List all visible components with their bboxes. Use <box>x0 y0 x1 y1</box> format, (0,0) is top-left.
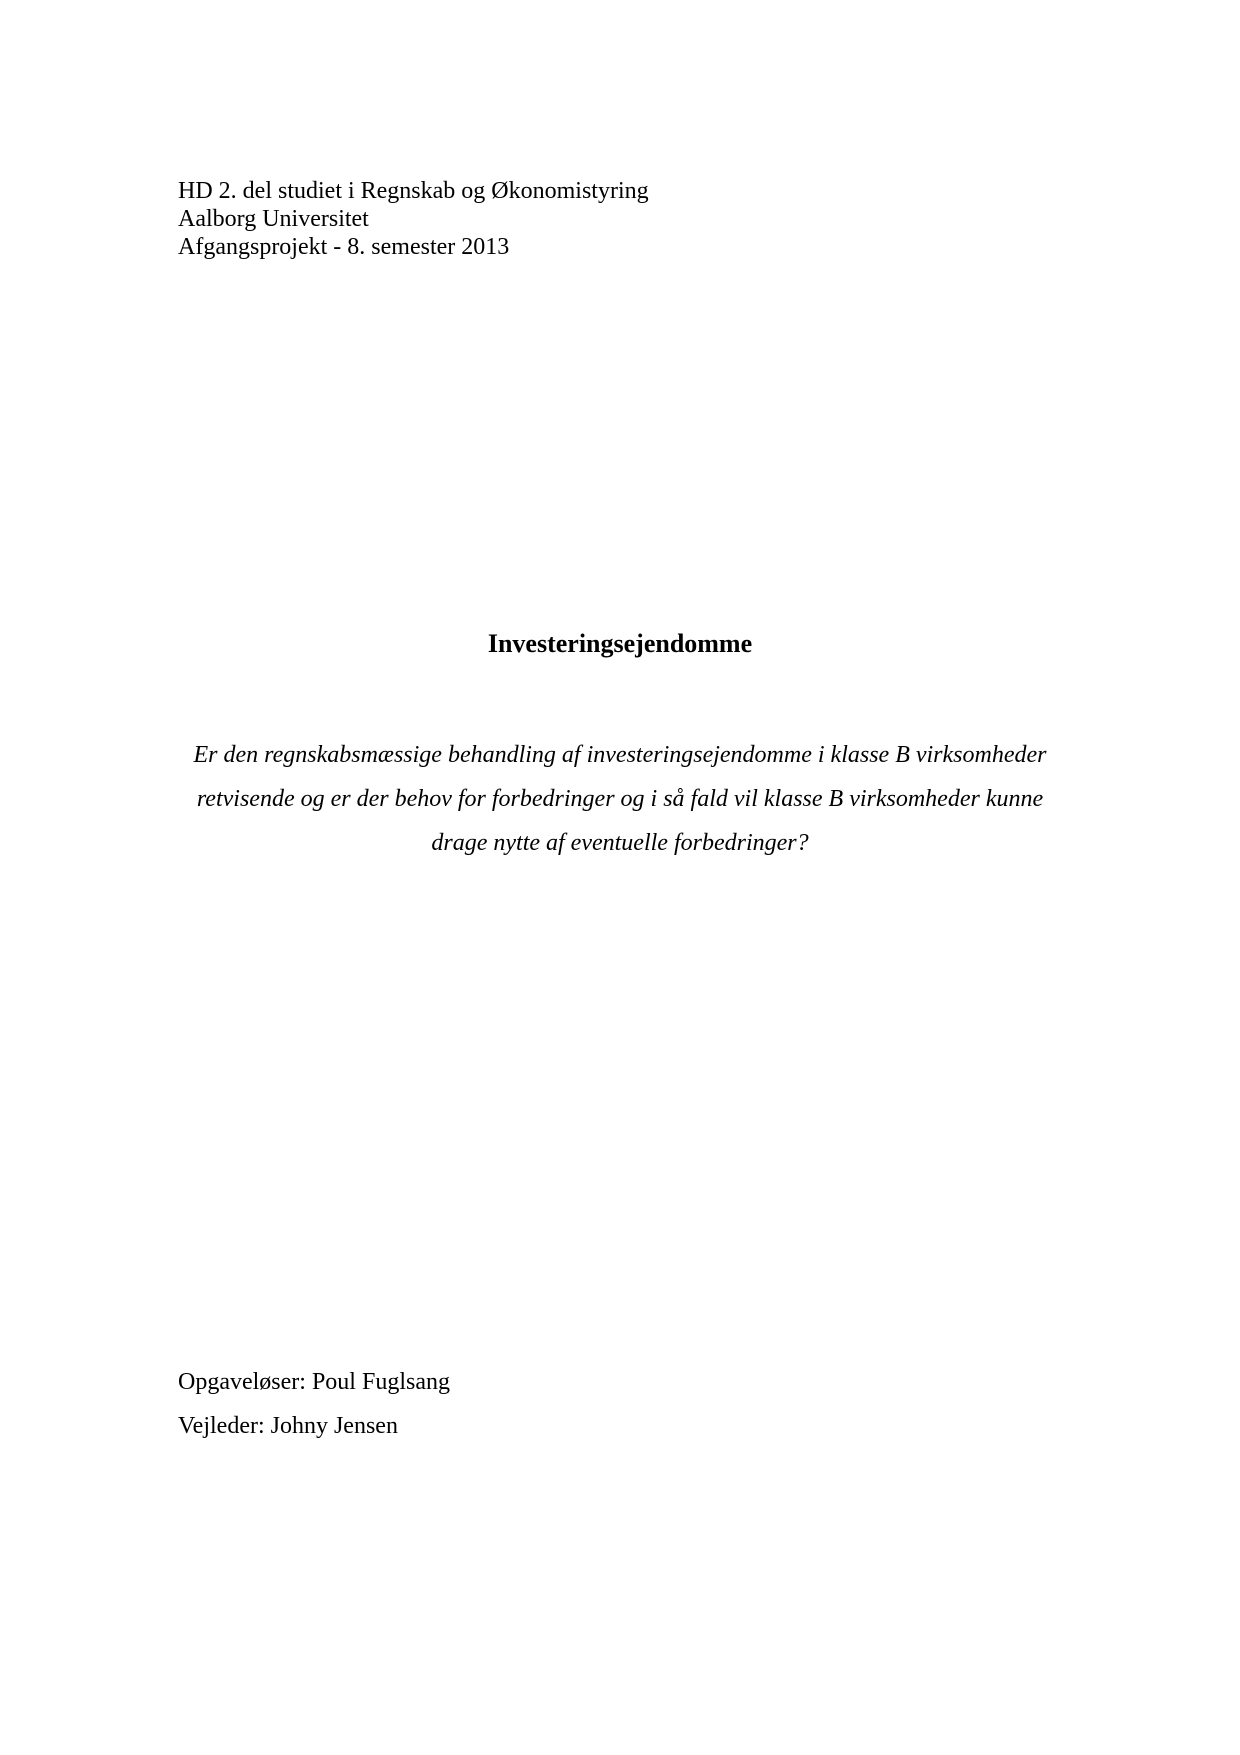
project-semester: Afgangsprojekt - 8. semester 2013 <box>178 234 510 260</box>
document-title: Investeringsejendomme <box>487 629 753 658</box>
research-question-line: Er den regnskabsmæssige behandling af investeringsejendomme i klasse B virksomheder <box>193 742 1047 768</box>
institution-header <box>178 177 649 261</box>
author-line: Opgaveløser: Poul Fuglsang <box>178 1369 450 1395</box>
program-name: HD 2. del studiet i Regnskab og Økonomistyring <box>178 178 649 204</box>
supervisor-line: Vejleder: Johny Jensen <box>178 1413 398 1439</box>
author-info <box>178 1360 450 1448</box>
research-question-line: drage nytte af eventuelle forbedringer? <box>431 830 809 856</box>
research-question-line: retvisende og er der behov for forbedringer og i så fald vil klasse B virksomheder kunne <box>196 786 1044 812</box>
university-name: Aalborg Universitet <box>178 206 369 232</box>
research-question <box>140 733 1100 865</box>
